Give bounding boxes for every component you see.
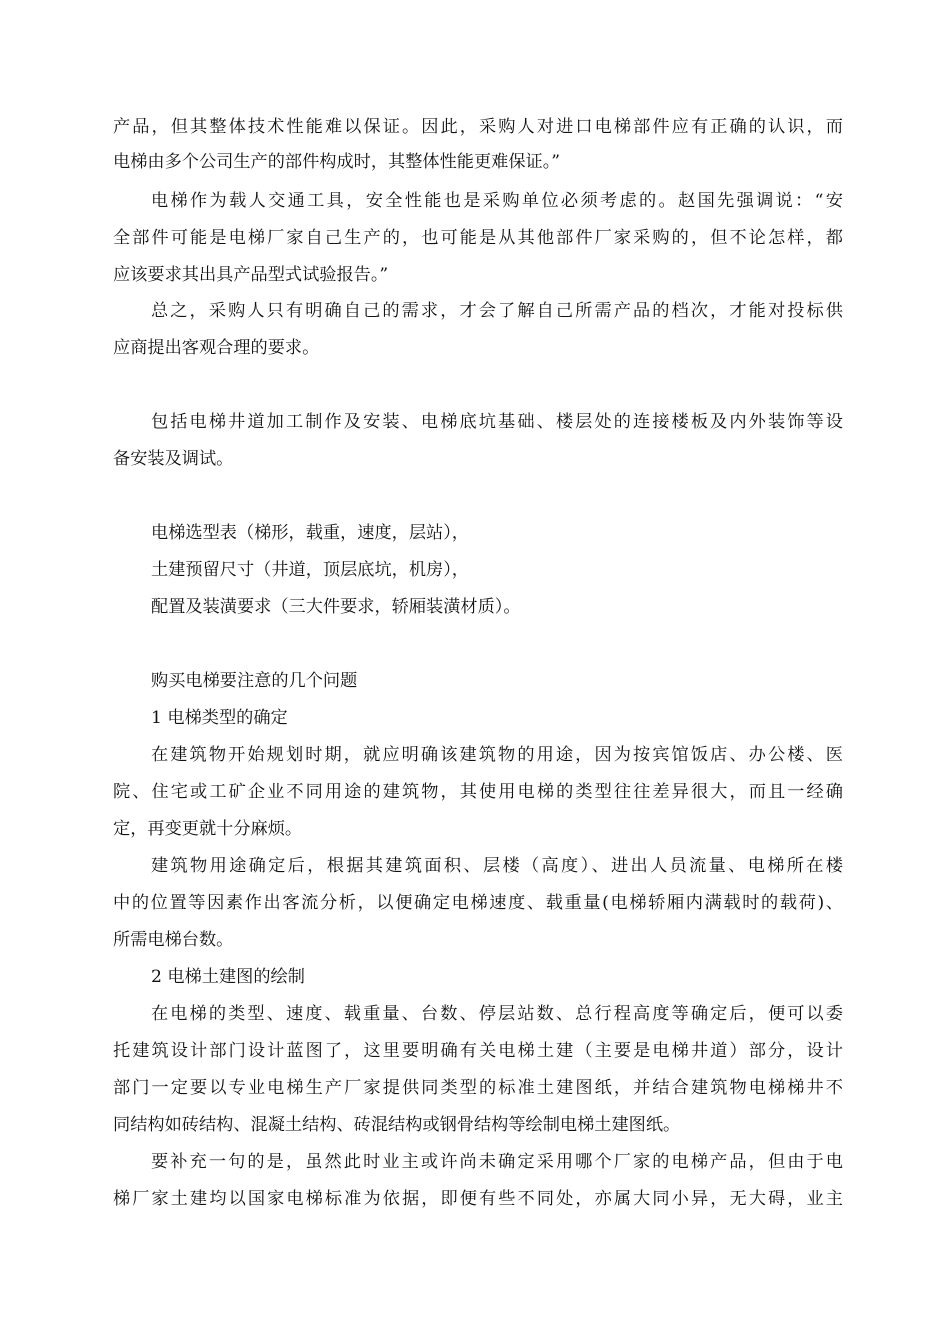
section-heading: 1 电梯类型的确定 — [151, 708, 288, 728]
paragraph-line: 建筑物用途确定后，根据其建筑面积、层楼（高度）、进出人员流量、电梯所在楼 — [151, 856, 843, 876]
paragraph-line: 托建筑设计部门设计蓝图了，这里要明确有关电梯土建（主要是电梯井道）部分，设计 — [113, 1041, 843, 1061]
paragraph-line: 土建预留尺寸（井道，顶层底坑，机房）， — [151, 560, 469, 580]
paragraph-line: 电梯选型表（梯形，载重，速度，层站）， — [151, 523, 469, 543]
paragraph-line: 梯厂家土建均以国家电梯标准为依据，即便有些不同处，亦属大同小异，无大碍，业主 — [113, 1189, 843, 1209]
paragraph-line: 总之，采购人只有明确自己的需求，才会了解自己所需产品的档次，才能对投标供 — [151, 301, 843, 321]
paragraph-line: 定，再变更就十分麻烦。 — [113, 819, 303, 839]
paragraph-line: 产品，但其整体技术性能难以保证。因此，采购人对进口电梯部件应有正确的认识，而 — [113, 117, 843, 137]
paragraph-line: 部门一定要以专业电梯生产厂家提供同类型的标准土建图纸，并结合建筑物电梯梯井不 — [113, 1078, 843, 1098]
paragraph-line: 备安装及调试。 — [113, 449, 234, 469]
paragraph-line: 应商提出客观合理的要求。 — [113, 338, 320, 358]
paragraph-line: 在电梯的类型、速度、载重量、台数、停层站数、总行程高度等确定后，便可以委 — [151, 1004, 843, 1024]
paragraph-line: 包括电梯井道加工制作及安装、电梯底坑基础、楼层处的连接楼板及内外装饰等设 — [151, 412, 843, 432]
paragraph-line: 电梯由多个公司生产的部件构成时，其整体性能更难保证。” — [113, 152, 561, 172]
paragraph-line: 配置及装潢要求（三大件要求，轿厢装潢材质）。 — [151, 597, 521, 617]
section-heading: 购买电梯要注意的几个问题 — [151, 671, 358, 691]
paragraph-line: 同结构如砖结构、混凝土结构、砖混结构或钢骨结构等绘制电梯土建图纸。 — [113, 1115, 681, 1135]
paragraph-line: 院、住宅或工矿企业不同用途的建筑物，其使用电梯的类型往往差异很大，而且一经确 — [113, 782, 843, 802]
paragraph-line: 中的位置等因素作出客流分析，以便确定电梯速度、载重量(电梯轿厢内满载时的载荷)、 — [113, 893, 843, 913]
paragraph-line: 在建筑物开始规划时期，就应明确该建筑物的用途，因为按宾馆饭店、办公楼、医 — [151, 745, 843, 765]
paragraph-line: 全部件可能是电梯厂家自己生产的，也可能是从其他部件厂家采购的，但不论怎样，都 — [113, 228, 843, 248]
paragraph-line: 要补充一句的是，虽然此时业主或许尚未确定采用哪个厂家的电梯产品，但由于电 — [151, 1152, 843, 1172]
section-heading: 2 电梯土建图的绘制 — [151, 967, 305, 987]
paragraph-line: 所需电梯台数。 — [113, 930, 234, 950]
paragraph-line: 电梯作为载人交通工具，安全性能也是采购单位必须考虑的。赵国先强调说：“安 — [151, 191, 843, 211]
paragraph-line: 应该要求其出具产品型式试验报告。” — [113, 265, 389, 285]
